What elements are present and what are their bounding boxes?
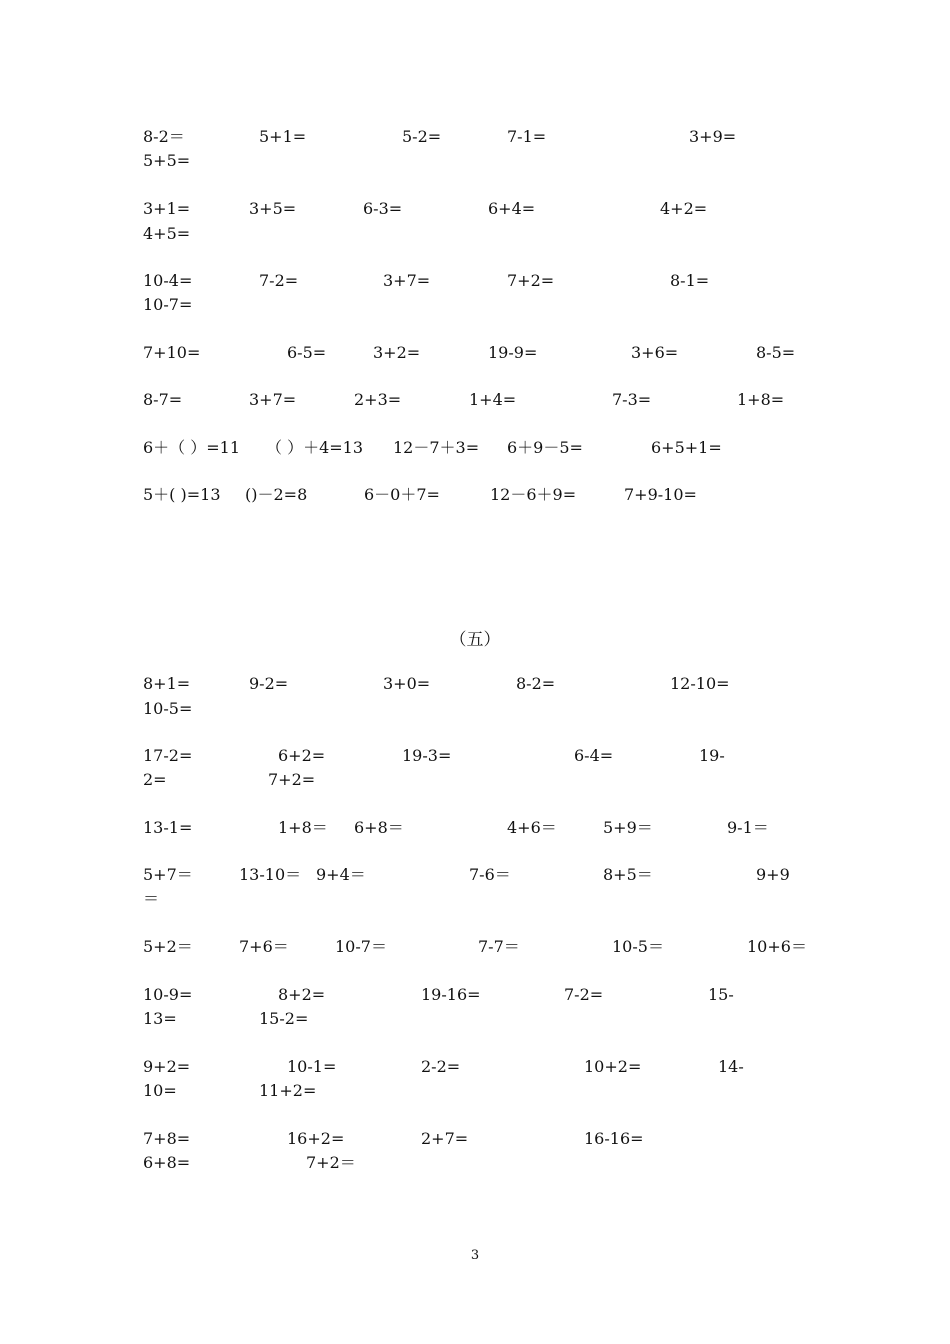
problem: 19-9= (488, 343, 538, 362)
problem: 10-9= (143, 985, 193, 1004)
problem: 5+1= (259, 127, 307, 146)
page-number: 3 (470, 1248, 480, 1263)
problem: 7+2= (268, 770, 316, 789)
problem: 6+4= (488, 199, 536, 218)
problem: 8-1= (670, 271, 710, 290)
problem: 6+8= (143, 1153, 191, 1172)
problem: 10= (143, 1081, 177, 1100)
problem: 7-7＝ (478, 937, 520, 956)
problem: 1+8＝ (278, 818, 328, 837)
problem: 7+2＝ (306, 1153, 356, 1172)
problem: 3+2= (373, 343, 421, 362)
problem: 3+7= (383, 271, 431, 290)
problem: 6-5= (287, 343, 327, 362)
problem: 12－7＋3= (393, 438, 480, 457)
problem: 9+4＝ (316, 865, 366, 884)
problem: 12-10= (670, 674, 730, 693)
problem: 9+2= (143, 1057, 191, 1076)
problem: 3+9= (689, 127, 737, 146)
problem: 4+2= (660, 199, 708, 218)
problem: 2+3= (354, 390, 402, 409)
problem: 10-7= (143, 295, 193, 314)
problem: 7-6＝ (469, 865, 511, 884)
problem: 13= (143, 1009, 177, 1028)
problem: （ ）＋4=13 (266, 438, 364, 457)
problem: 8+1= (143, 674, 191, 693)
problem: 7+8= (143, 1129, 191, 1148)
problem: 6+5+1= (651, 438, 722, 457)
problem: 8-2= (516, 674, 556, 693)
problem: 5+9＝ (603, 818, 653, 837)
problem: 10+6＝ (747, 937, 807, 956)
problem: 2= (143, 770, 167, 789)
problem: 3+5= (249, 199, 297, 218)
problem: 10-7＝ (335, 937, 387, 956)
problem: 10-5＝ (612, 937, 664, 956)
problem: 8-5= (756, 343, 796, 362)
problem: 10-1= (287, 1057, 337, 1076)
problem: 13-10＝ (239, 865, 302, 884)
problem: 8-2＝ (143, 127, 185, 146)
problem: ＝ (143, 889, 160, 908)
problem: 6+8＝ (354, 818, 404, 837)
section-heading: （五） (449, 630, 501, 650)
problem: 8-7= (143, 390, 183, 409)
problem: 6+2= (278, 746, 326, 765)
problem: 14- (718, 1057, 744, 1076)
problem: 10-5= (143, 699, 193, 718)
problem: 19- (699, 746, 725, 765)
problem: 16+2= (287, 1129, 345, 1148)
problem: 5+7＝ (143, 865, 193, 884)
problem: 12－6＋9= (490, 485, 577, 504)
problem: 5+2＝ (143, 937, 193, 956)
problem: 7+10= (143, 343, 201, 362)
problem: 6＋9－5= (507, 438, 583, 457)
problem: 5+5= (143, 151, 191, 170)
problem: 17-2= (143, 746, 193, 765)
problem: 4+6＝ (507, 818, 557, 837)
problem: 7+2= (507, 271, 555, 290)
problem: 7+9-10= (624, 485, 697, 504)
problem: ()－2=8 (245, 485, 308, 504)
problem: 6-3= (363, 199, 403, 218)
problem: 1+8= (737, 390, 785, 409)
problem: 9+9 (756, 865, 790, 884)
problem: 3+1= (143, 199, 191, 218)
problem: 6＋（ ）=11 (143, 438, 241, 457)
problem: 6-4= (574, 746, 614, 765)
problem: 5＋( )=13 (143, 485, 221, 504)
problem: 1+4= (469, 390, 517, 409)
problem: 13-1= (143, 818, 193, 837)
problem: 3+7= (249, 390, 297, 409)
problem: 15-2= (259, 1009, 309, 1028)
problem: 9-1＝ (727, 818, 769, 837)
problem: 7-3= (612, 390, 652, 409)
problem: 7-1= (507, 127, 547, 146)
problem: 19-16= (421, 985, 481, 1004)
problem: 19-3= (402, 746, 452, 765)
problem: 10-4= (143, 271, 193, 290)
problem: 7-2= (259, 271, 299, 290)
problem: 8+2= (278, 985, 326, 1004)
problem: 6－0＋7= (364, 485, 440, 504)
problem: 9-2= (249, 674, 289, 693)
problem: 11+2= (259, 1081, 317, 1100)
problem: 2+7= (421, 1129, 469, 1148)
problem: 7-2= (564, 985, 604, 1004)
problem: 5-2= (402, 127, 442, 146)
problem: 4+5= (143, 224, 191, 243)
problem: 8+5＝ (603, 865, 653, 884)
problem: 16-16= (584, 1129, 644, 1148)
problem: 2-2= (421, 1057, 461, 1076)
problem: 3+0= (383, 674, 431, 693)
problem: 10+2= (584, 1057, 642, 1076)
problem: 15- (708, 985, 734, 1004)
problem: 3+6= (631, 343, 679, 362)
problem: 7+6＝ (239, 937, 289, 956)
